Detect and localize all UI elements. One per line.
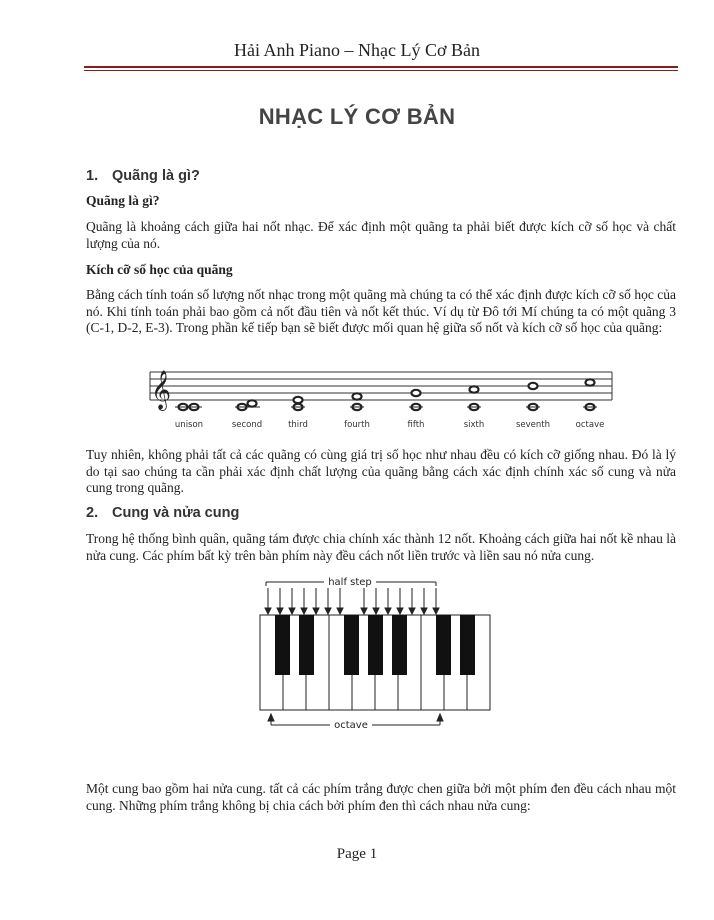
note [412, 390, 421, 396]
subheading-what-is-interval: Quãng là gì? [86, 193, 160, 208]
piano-black-keys [275, 615, 475, 675]
section-1-heading [86, 168, 200, 184]
black-key [275, 615, 290, 675]
treble-clef-icon: 𝄞 [151, 370, 172, 410]
note [248, 400, 257, 406]
paragraph-interval-definition: Quãng là khoảng cách giữa hai nốt nhạc. Để xác định một quãng ta phải biết được kích cỡ số học và chất lượng của nó. [86, 219, 676, 251]
staff-notes [175, 379, 597, 410]
interval-staff-figure [146, 364, 618, 434]
paragraph-semitones: Trong hệ thống bình quân, quãng tám được chia chính xác thành 12 nốt. Khoảng cách giữa hai nốt kề nhau là nửa cung. Các phím bất kỳ trên bàn phím này đều cách nốt liền trước và liền sau nó nửa cung. [86, 531, 677, 563]
black-key [436, 615, 451, 675]
section-1-number: 1. [86, 168, 99, 184]
note [294, 397, 303, 403]
interval-label: sixth [463, 420, 485, 430]
header-rule-thin [84, 70, 678, 71]
note [353, 393, 362, 399]
subheading-numeric-size: Kích cỡ số học của quãng [86, 262, 233, 277]
note [470, 386, 479, 392]
section-2-number: 2. [86, 505, 99, 521]
interval-label: second [231, 420, 263, 430]
paragraph-whole-tone: Một cung bao gồm hai nửa cung. tất cả các phím trắng được chen giữa bởi một phím đen đều cách nhau một cung. Những phím trắng không bị chia cách bởi phím đen thì cách nhau nửa cung: [86, 781, 676, 813]
interval-labels [175, 420, 604, 430]
note [586, 379, 595, 385]
half-step-arrows [265, 588, 439, 614]
document-title: NHẠC LÝ CƠ BẢN [258, 104, 456, 129]
black-key [368, 615, 383, 675]
black-key [344, 615, 359, 675]
section-2-title: Cung và nửa cung [112, 505, 240, 521]
interval-label: octave [575, 420, 605, 430]
paragraph-numeric-size: Bằng cách tính toán số lượng nốt nhạc trong một quãng mà chúng ta có thể xác định được kích cỡ số học của nó. Khi tính toán phải bao gồm cả nốt đầu tiên và nốt kết thúc. Ví dụ từ Đô tới Mí chúng ta có một quãng 3 (C-1, D-2, E-3). Trong phần kế tiếp bạn sẽ biết được mối quan hệ giữa số nốt và kích cỡ số học của quãng: [86, 287, 676, 335]
interval-label: fifth [407, 420, 425, 430]
interval-label: unison [174, 420, 204, 430]
black-key [299, 615, 314, 675]
note [529, 383, 538, 389]
octave-label: octave [334, 720, 368, 731]
interval-label: third [288, 420, 308, 430]
section-1-title: Quãng là gì? [112, 168, 200, 184]
header-rule-thick [84, 66, 678, 68]
page-header: Hải Anh Piano – Nhạc Lý Cơ Bản [234, 40, 480, 60]
interval-label: seventh [515, 420, 551, 430]
keyboard-figure [254, 572, 504, 734]
black-key [460, 615, 475, 675]
paragraph-interval-quality: Tuy nhiên, không phải tất cả các quãng có cùng giá trị số học như nhau đều có kích cỡ giống nhau. Đó là lý do tại sao chúng ta cần phải xác định chất lượng của quãng bằng cách xác định chính xác số cung và nửa cung trong quãng. [86, 447, 676, 495]
interval-label: fourth [344, 420, 370, 430]
page-number: Page 1 [336, 846, 378, 862]
staff-lines [150, 372, 612, 400]
black-key [392, 615, 407, 675]
half-step-label: half step [328, 577, 372, 588]
section-2-heading [86, 505, 239, 521]
